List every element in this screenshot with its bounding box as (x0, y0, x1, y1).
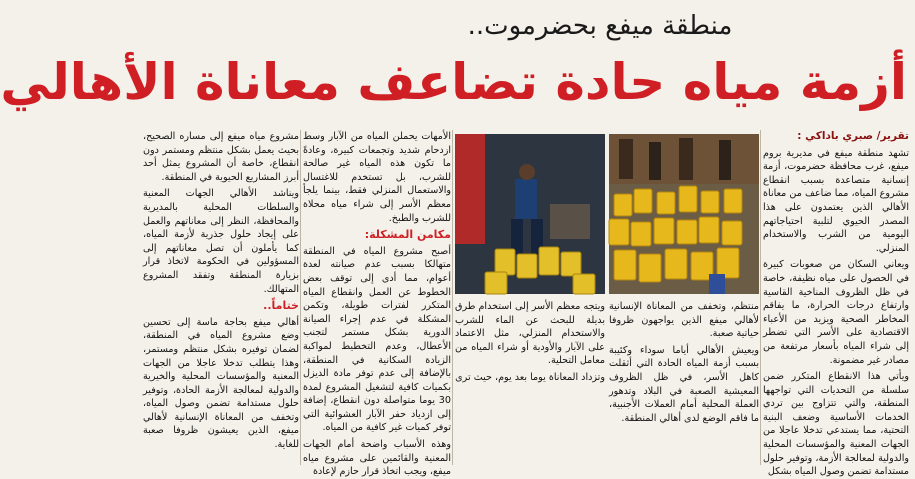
paragraph: وتزداد المعاناة يوما بعد يوم، حيث ترى (455, 371, 605, 383)
paragraph: ويأتي هذا الانقطاع المتكرر ضمن سلسلة من التحديات التي تواجهها المنطقة، والتي تتزاوج بين تردي الخدمات الأساسية وضعف البنية التحتية، مما يستدعي تدخلا عاجلا من الجهات المعنية والمؤسسات المحلية والدولية لمعالجة الأزمة، وتوفير حلول مستدامة تضمن وصول المياه بشكل (763, 371, 909, 478)
paragraph: أصبح مشروع المياه في المنطقة متهالكا بسبب عدم صيانته لعدة أعوام، مما أدى إلى توقف بعض الخطوط عن العمل وانقطاع المياه المتكرر لفترات طويلة، وتكمن المشكلة في عدم إجراء الصيانة الدورية بشكل مستمر لتجنب الأعطال، وعدم التخطيط لمواكبة الزيادة السكانية في المنطقة، بالإضافة إلى عدم توفر مادة الديزل بكميات كافية لتشغيل المشروع لمدة 30 يوما متواصلة دون انقطاع، إضافة إلى ازدياد حفر الآبار العشوائية التي توفر كميات غير كافية من المياه. (303, 245, 451, 434)
paragraph: وهذه الأسباب واضحة أمام الجهات المعنية والقائمين على مشروع مياه ميفع، ويجب اتخاذ قرار حازم لإعادة (303, 439, 451, 478)
paragraph: ويتجه معظم الأسر إلى استخدام طرق بديلة للبحث عن الماء للشرب والاستخدام المنزلي، مثل الاعتماد على الآبار والأودية أو شراء المياه من معامل التحلية. (455, 301, 605, 367)
headline: أزمة مياه حادة تضاعف معاناة الأهالي (0, 53, 907, 111)
article-column-3 (455, 300, 605, 465)
section-heading: ختاماً.. (263, 299, 299, 313)
photo-water-containers (609, 134, 759, 294)
article-column-2 (609, 300, 759, 465)
section-heading: مكامن المشكلة: (364, 228, 451, 242)
paragraph: ويناشد الأهالي الجهات المعنية والسلطات المحلية بالمديرية والمحافظة، النظر إلى معاناتهم والعمل على إيجاد حلول جذرية لأزمة المياه، كما يأملون أن تصل معاناتهم إلى المسؤولين في الحكومة لاتخاذ قرار بزيارة المنطقة وتفقد المشروع المتهالك. (143, 188, 299, 295)
column-rule (760, 130, 761, 465)
article-column-1 (763, 130, 909, 478)
column-rule (300, 130, 301, 465)
paragraph: ويعيش الأهالي أياما سوداء وكئيبة بسبب أزمة المياه الحادة التي أثقلت كاهل الأسر، في ظل الظروف المعيشية الصعبة في البلاد وتدهور العملة المحلية أمام العملات الأجنبية، ما فاقم الوضع لدى أهالي المنطقة. (609, 344, 759, 424)
article-column-4 (303, 130, 451, 478)
kicker: منطقة ميفع بحضرموت.. (467, 11, 733, 41)
paragraph: منتظم، وتخفف من المعاناة الإنسانية لأهالي ميفع الذين يواجهون ظروفا حياتية صعبة. (609, 301, 759, 340)
column-rule (452, 130, 453, 465)
paragraph: الأمهات يحملن المياه من الآبار وسط ازدحام شديد وتجمعات كبيرة، وعادةً ما تكون هذه المياه غير صالحة للشرب، بل تستخدم للاغتسال والاستعمال المنزلي فقط، بينما يلجأ معظم الأسر إلى شراء مياه محلاة للشرب والطبخ. (303, 131, 451, 224)
paragraph: ويعاني السكان من صعوبات كبيرة في الحصول على مياه نظيفة، خاصة في ظل الظروف المناخية القاسية وارتفاع درجات الحرارة، ما يفاقم المخاطر الصحية ويزيد من الأعباء الاقتصادية على الأسر التي تضطر إلى شراء المياه بأسعار مرتفعة من مصادر غير مضمونة. (763, 259, 909, 366)
paragraph: تشهد منطقة ميفع في مديرية بروم ميفع، غرب محافظة حضرموت، أزمة إنسانية متصاعدة بسبب انقطاع مشروع المياه، مما ضاعف من معاناة الأهالي الذين يعتمدون على هذا المصدر الحيوي لتلبية احتياجاتهم اليومية من الشرب والاستخدام المنزلي. (763, 147, 909, 254)
paragraph: مشروع مياه ميفع إلى مساره الصحيح، بحيث يعمل بشكل منتظم ومستمر دون انقطاع، خاصة أن المشروع يمثل أحد أبرز المشاريع الحيوية في المنطقة. (143, 131, 299, 183)
byline: تقرير/ صبري باداكي : (797, 130, 909, 142)
photo-water-well (455, 134, 605, 294)
paragraph: أهالي ميفع بحاجة ماسة إلى تحسين وضع مشروع المياه في المنطقة، لضمان توفيره بشكل منتظم ومستمر، وهذا يتطلب تدخلا عاجلا من الجهات المعنية والمؤسسات المحلية والخيرية والدولية لمعالجة الأزمة الحادة، وتوفير حلول مستدامة تضمن وصول المياه، وتخفف من المعاناة الإنسانية لأهالي ميفع، الذين يعيشون ظروفا صعبة للغاية. (143, 316, 299, 451)
article-column-5 (143, 130, 299, 465)
